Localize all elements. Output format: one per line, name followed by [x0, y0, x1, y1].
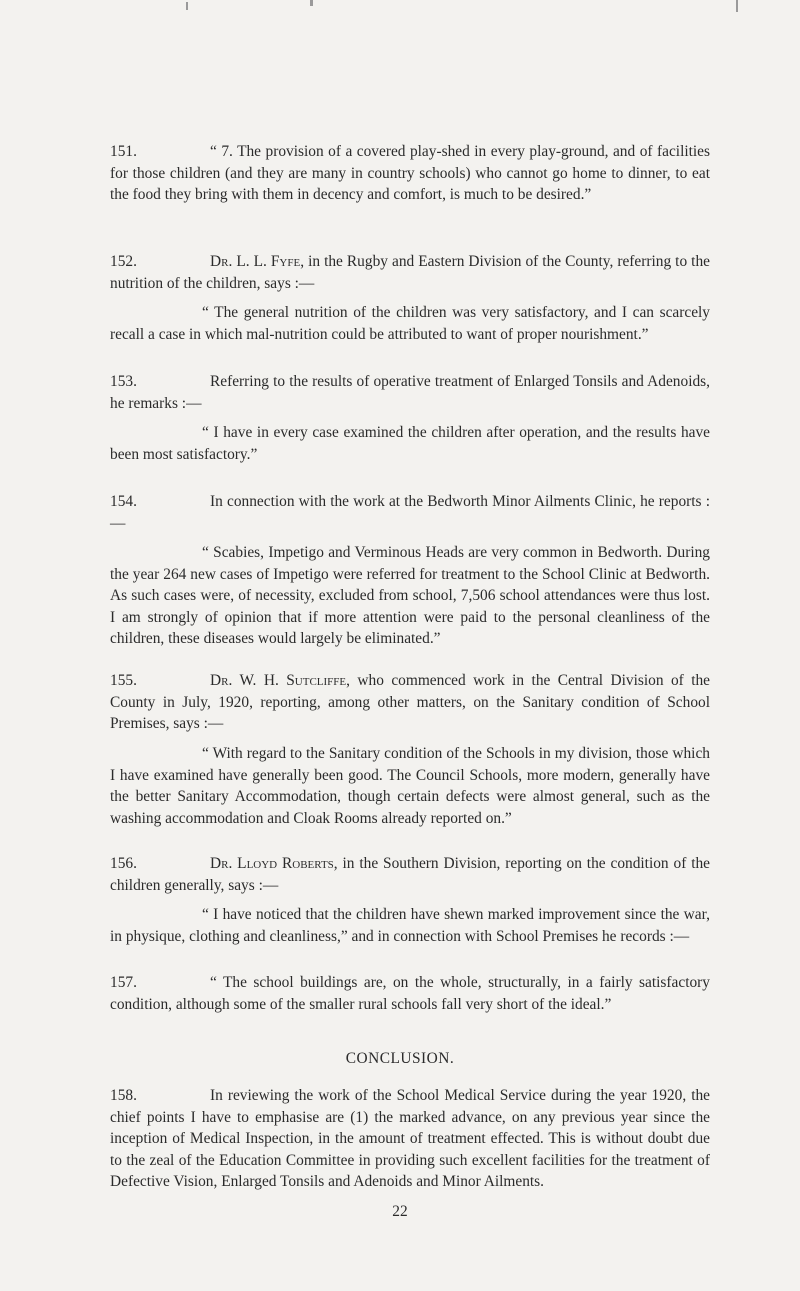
- doctor-name: Dr. W. H. Sutcliffe: [210, 672, 347, 689]
- quote-154: [110, 542, 710, 650]
- quote-text: “ With regard to the Sanitary condition of the Schools in my division, those which I have examined have generally been good. The Council Schools, more modern, generally have the better Sanitary Accommodation, though certain defects were almost general, such as the washing accommodation and Cloak Rooms already reported on.”: [110, 745, 710, 827]
- paragraph-text: Referring to the results of operative treatment of Enlarged Tonsils and Adenoids, he remarks :—: [110, 373, 710, 412]
- paragraph-number: 157.: [110, 974, 137, 991]
- paragraph-number: 158.: [110, 1087, 137, 1104]
- quote-text: “ Scabies, Impetigo and Verminous Heads are very common in Bedworth. During the year 264 new cases of Impetigo were referred for treatment to the School Clinic at Bedworth. As such cases were, of necessity, excluded from school, 7,506 school attendances were thus lost. I am strongly of opinion that if more attention were paid to the personal cleanliness of the children, these diseases would largely be eliminated.”: [110, 544, 710, 647]
- quote-text: “ I have in every case examined the children after operation, and the results have been most satisfactory.”: [110, 424, 710, 463]
- quote-text: “ The general nutrition of the children was very satisfactory, and I can scarcely recall a case in which mal-nutrition could be attributed to want of proper nourishment.”: [110, 304, 710, 343]
- paragraph-155: [110, 670, 710, 735]
- paragraph-text: “ The school buildings are, on the whole, structurally, in a fairly satisfactory condition, although some of the smaller rural schools fall very short of the ideal.”: [110, 974, 710, 1013]
- section-heading: CONCLUSION.: [345, 1050, 455, 1067]
- paragraph-154: [110, 491, 710, 534]
- paragraph-151: [110, 141, 710, 206]
- paragraph-153: [110, 371, 710, 414]
- scan-speck: [186, 2, 188, 10]
- paragraph-text: “ 7. The provision of a covered play-shed in every play-ground, and of facilities for those children (and they are many in country schools) who cannot go home to dinner, to eat the food they bring with them in decency and comfort, is much to be desired.”: [110, 143, 710, 203]
- paragraph-number: 155.: [110, 672, 137, 689]
- scan-speck: [736, 0, 738, 12]
- doctor-name: Dr. Lloyd Roberts: [210, 855, 334, 872]
- quote-156: [110, 904, 710, 947]
- paragraph-158: [110, 1085, 710, 1193]
- paragraph-text: , in the Southern Division, reporting on the condition of the children generally, says :—: [110, 855, 710, 894]
- paragraph-number: 154.: [110, 493, 137, 510]
- paragraph-text: In connection with the work at the Bedworth Minor Ailments Clinic, he reports :—: [110, 493, 710, 532]
- paragraph-number: 151.: [110, 143, 137, 160]
- quote-152: [110, 302, 710, 345]
- paragraph-text: In reviewing the work of the School Medical Service during the year 1920, the chief points I have to emphasise are (1) the marked advance, on any previous year since the inception of Medical Inspection, in the amount of treatment effected. This is without doubt due to the zeal of the Education Committee in providing such excellent facilities for the treatment of Defective Vision, Enlarged Tonsils and Adenoids and Minor Ailments.: [110, 1087, 710, 1190]
- quote-153: [110, 422, 710, 465]
- paragraph-text: , who commenced work in the Central Division of the County in July, 1920, reporting, among other matters, on the Sanitary condition of School Premises, says :—: [110, 672, 710, 732]
- paragraph-157: [110, 972, 710, 1015]
- paragraph-number: 152.: [110, 253, 137, 270]
- quote-155: [110, 743, 710, 829]
- scan-speck: [310, 0, 313, 6]
- paragraph-text: , in the Rugby and Eastern Division of the County, referring to the nutrition of the children, says :—: [110, 253, 710, 292]
- doctor-name: Dr. L. L. Fyfe: [210, 253, 301, 270]
- paragraph-number: 153.: [110, 373, 137, 390]
- page-number: 22: [392, 1203, 408, 1220]
- paragraph-152: [110, 251, 710, 294]
- quote-text: “ I have noticed that the children have shewn marked improvement since the war, in physique, clothing and cleanliness,” and in connection with School Premises he records :—: [110, 906, 710, 945]
- paragraph-number: 156.: [110, 855, 137, 872]
- paragraph-156: [110, 853, 710, 896]
